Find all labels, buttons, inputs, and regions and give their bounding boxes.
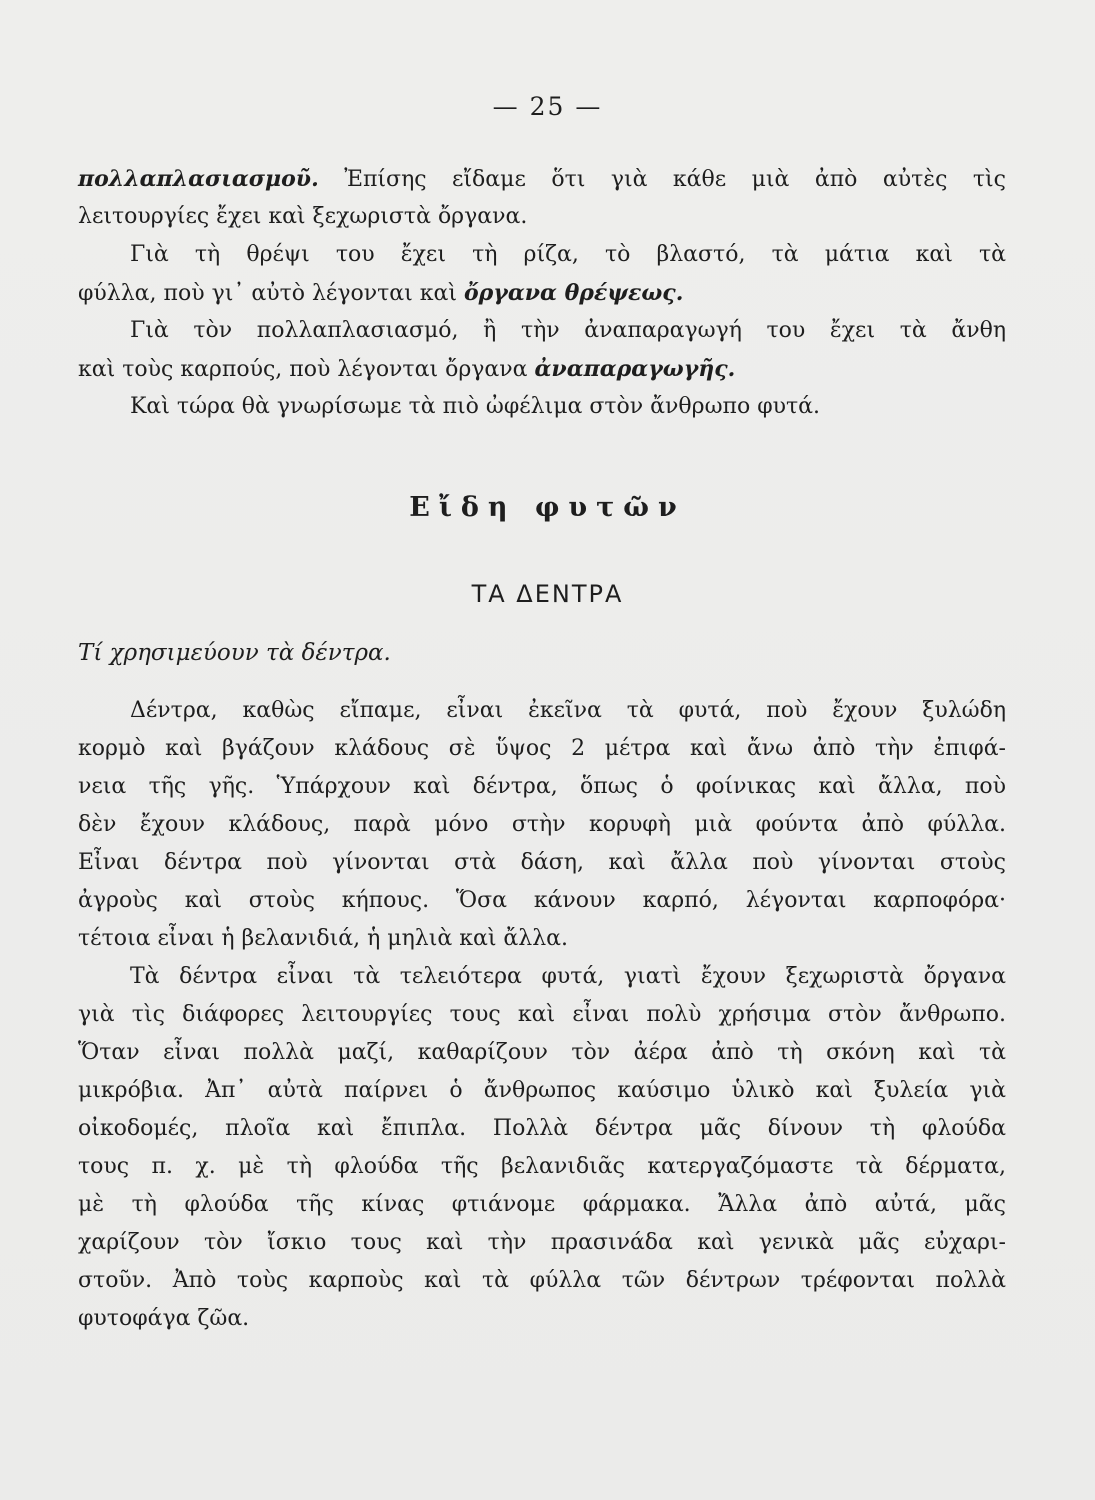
- question-heading: Τί χρησιμεύουν τὰ δέντρα.: [78, 640, 391, 666]
- chapter-title: ΤΑ ΔΕΝΤΡΑ: [471, 580, 624, 608]
- intro-line-4-text: φύλλα, ποὺ γι᾽ αὐτὸ λέγονται καὶ: [78, 281, 457, 306]
- body-line: χαρίζουν τὸν ἴσκιο τους καὶ τὴν πρασινάδα καὶ γενικὰ μᾶς εὐχαρι-: [78, 1230, 1006, 1255]
- body-line: ἀγροὺς καὶ στοὺς κήπους. Ὅσα κάνουν καρπό, λέγονται καρποφόρα·: [78, 888, 1006, 913]
- intro-line-6: [78, 350, 1006, 388]
- body-line: Δέντρα, καθὼς εἴπαμε, εἶναι ἐκεῖνα τὰ φυτά, ποὺ ἔχουν ξυλώδη: [130, 698, 1006, 723]
- page-number: — 25 —: [492, 92, 603, 121]
- intro-line-4: [78, 274, 1006, 312]
- intro-line-5: Γιὰ τὸν πολλαπλασιασμό, ἢ τὴν ἀναπαραγωγή του ἔχει τὰ ἄνθη: [130, 318, 1006, 343]
- intro-line-6-text: καὶ τοὺς καρπούς, ποὺ λέγονται ὄργανα: [78, 357, 528, 382]
- body-line: δὲν ἔχουν κλάδους, παρὰ μόνο στὴν κορυφὴ μιὰ φούντα ἀπὸ φύλλα.: [78, 812, 1006, 837]
- section-heading: Εἴδη φυτῶν: [409, 492, 686, 523]
- body-line: Τὰ δέντρα εἶναι τὰ τελειότερα φυτά, γιατὶ ἔχουν ξεχωριστὰ ὄργανα: [130, 964, 1006, 989]
- intro-line-3: Γιὰ τὴ θρέψι του ἔχει τὴ ρίζα, τὸ βλαστό, τὰ μάτια καὶ τὰ: [130, 242, 1006, 267]
- body-line: Ὅταν εἶναι πολλὰ μαζί, καθαρίζουν τὸν ἀέρα ἀπὸ τὴ σκόνη καὶ τὰ: [78, 1040, 1006, 1065]
- body-line: φυτοφάγα ζῶα.: [78, 1306, 250, 1331]
- body-line: στοῦν. Ἀπὸ τοὺς καρποὺς καὶ τὰ φύλλα τῶν δέντρων τρέφονται πολλὰ: [78, 1268, 1006, 1293]
- body-line: οἰκοδομές, πλοῖα καὶ ἔπιπλα. Πολλὰ δέντρα μᾶς δίνουν τὴ φλούδα: [78, 1116, 1006, 1141]
- body-line: κορμὸ καὶ βγάζουν κλάδους σὲ ὕψος 2 μέτρα καὶ ἄνω ἀπὸ τὴν ἐπιφά-: [78, 736, 1006, 761]
- emphasis-term: ὄργανα θρέψεως.: [463, 280, 684, 306]
- body-line: Εἶναι δέντρα ποὺ γίνονται στὰ δάση, καὶ ἄλλα ποὺ γίνονται στοὺς: [78, 850, 1006, 875]
- body-line: τους π. χ. μὲ τὴ φλούδα τῆς βελανιδιᾶς κατεργαζόμαστε τὰ δέρματα,: [78, 1154, 1006, 1179]
- intro-line-7: Καὶ τώρα θὰ γνωρίσωμε τὰ πιὸ ὠφέλιμα στὸν ἄνθρωπο φυτά.: [130, 394, 821, 419]
- intro-line-1: [78, 160, 1006, 198]
- emphasis-term: πολλαπλασιασμοῦ.: [78, 166, 319, 192]
- body-line: γιὰ τὶς διάφορες λειτουργίες τους καὶ εἶναι πολὺ χρήσιμα στὸν ἄνθρωπο.: [78, 1002, 1006, 1027]
- body-line: νεια τῆς γῆς. Ὑπάρχουν καὶ δέντρα, ὅπως ὁ φοίνικας καὶ ἄλλα, ποὺ: [78, 774, 1006, 799]
- intro-line-1-text: Ἐπίσης εἴδαμε ὅτι γιὰ κάθε μιὰ ἀπὸ αὐτὲς τὶς: [344, 167, 1006, 192]
- body-line: μὲ τὴ φλούδα τῆς κίνας φτιάνομε φάρμακα. Ἄλλα ἀπὸ αὐτά, μᾶς: [78, 1192, 1006, 1217]
- body-line: τέτοια εἶναι ἡ βελανιδιά, ἡ μηλιὰ καὶ ἄλλα.: [78, 926, 569, 951]
- emphasis-term: ἀναπαραγωγῆς.: [534, 356, 736, 382]
- intro-line-2: λειτουργίες ἔχει καὶ ξεχωριστὰ ὄργανα.: [78, 204, 528, 229]
- body-paragraphs: [78, 692, 1006, 1338]
- body-line: μικρόβια. Ἀπ᾽ αὐτὰ παίρνει ὁ ἄνθρωπος καύσιμο ὑλικὸ καὶ ξυλεία γιὰ: [78, 1078, 1006, 1103]
- intro-paragraphs: [78, 160, 1006, 426]
